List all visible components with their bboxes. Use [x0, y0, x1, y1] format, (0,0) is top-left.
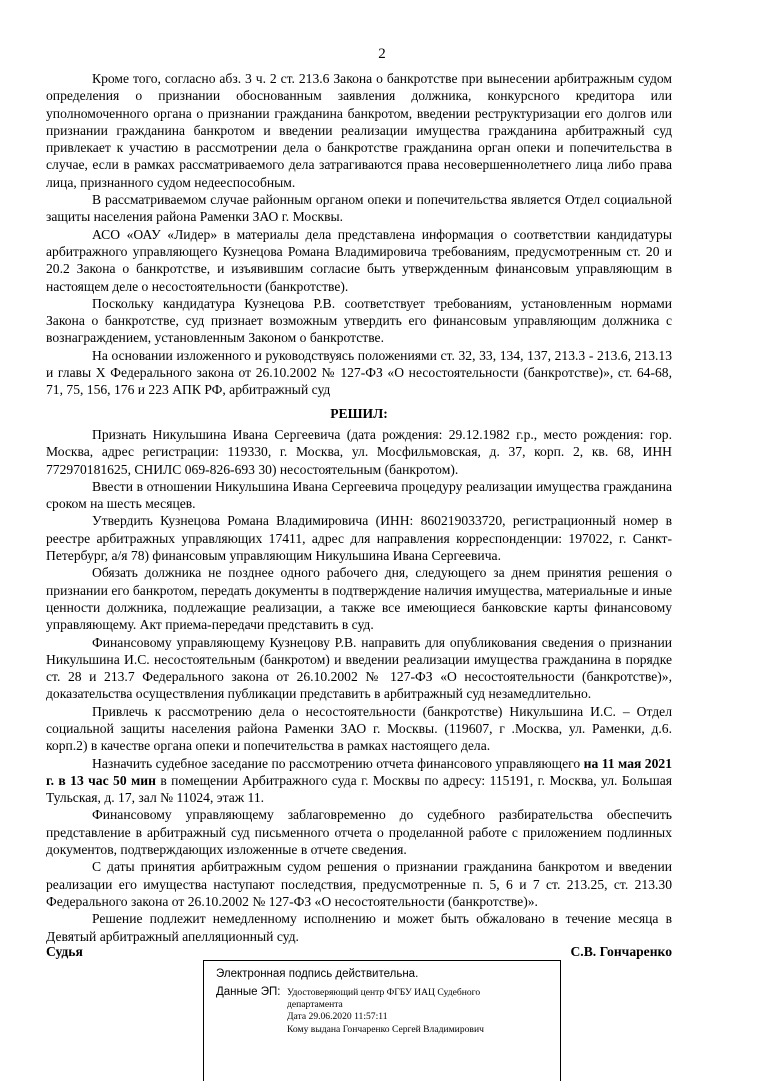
- closing-paragraph: С даты принятия арбитражным судом решения о признании гражданина банкротом и введении реализации его имущества наступают последствия, предусмотренные п. 5, 6 и 7 ст. 213.25, ст. 213.30 Федерального закона от 26.10.2002 № 127-ФЗ «О несостоятельности (банкротстве)».: [46, 859, 672, 909]
- decision-item: Признать Никульшина Ивана Сергеевича (дата рождения: 29.12.1982 г.р., место рождения: гор. Москва, адрес регистрации: 119330, г. Москва, ул. Мосфильмовская, д. 37, корп. 2, кв. 68, ИНН 772970181625, СНИЛС 069-826-693 30) несостоятельным (банкротом).: [46, 426, 672, 477]
- esign-title: Электронная подпись действительна.: [216, 968, 419, 980]
- esign-label: Данные ЭП:: [216, 986, 281, 998]
- esign-details: [287, 987, 537, 1036]
- electronic-signature-box: [203, 960, 561, 1081]
- judge-name: С.В. Гончаренко: [570, 944, 672, 959]
- decision-item: Обязать должника не позднее одного рабочего дня, следующего за днем принятия решения о признании его банкротом, передать документы в подтверждение наличия имущества, материальные и иные ценности должника, подлежащие реализации, а также все имеющиеся банковские карты финансовому управляющему. Акт приема-передачи представить в суд.: [46, 565, 672, 633]
- hearing-paragraph: [46, 755, 672, 807]
- paragraph: АСО «ОАУ «Лидер» в материалы дела представлена информация о соответствии кандидатуры арбитражного управляющего Кузнецова Романа Владимировича требованиям, предусмотренным ст. 20 и 20.2 Закона о банкротстве, и изъявившим согласие быть утвержденным финансовым управляющим в настоящем деле о несостоятельности (банкротстве).: [46, 226, 672, 294]
- hearing-text: Назначить судебное заседание по рассмотрению отчета финансового управляющего: [92, 755, 584, 771]
- hearing-date: на 11 мая 2021 г. в 13 час 50 мин: [46, 755, 672, 788]
- paragraph: В рассматриваемом случае районным органом опеки и попечительства является Отдел социальной защиты населения района Раменки ЗАО г. Москвы.: [46, 192, 672, 225]
- paragraph: Поскольку кандидатура Кузнецова Р.В. соответствует требованиям, установленным нормами Закона о банкротстве, суд признает возможным утвердить его финансовым управляющим должника с вознаграждением, установленным Законом о банкротстве.: [46, 295, 672, 346]
- esign-line: Удостоверяющий центр ФГБУ ИАЦ Судебного: [287, 987, 481, 998]
- page-number: 2: [378, 46, 386, 62]
- esign-line: Кому выдана Гончаренко Сергей Владимирович: [287, 1023, 484, 1035]
- decision-item: Ввести в отношении Никульшина Ивана Сергеевича процедуру реализации имущества гражданина сроком на шесть месяцев.: [46, 478, 672, 512]
- paragraph: На основании изложенного и руководствуясь положениями ст. 32, 33, 134, 137, 213.3 - 213.6, 213.13 и главы X Федерального закона от 26.10.2002 № 127-ФЗ «О несостоятельности (банкротстве)», ст. 64-68, 71, 75, 156, 176 и 223 АПК РФ, арбитражный суд: [46, 347, 672, 398]
- decision-item: Финансовому управляющему Кузнецову Р.В. направить для опубликования сведения о признании Никульшина И.С. несостоятельным (банкротом) и введении реализации имущества гражданина в порядке ст. 28 и 213.7 Федерального закона от 26.10.2002 № 127-ФЗ «О несостоятельности (банкротстве)», доказательства осуществления публикации представить в арбитражный суд незамедлительно.: [46, 634, 672, 702]
- hearing-text: в помещении Арбитражного суда г. Москвы по адресу: 115191, г. Москва, ул. Большая Тульская, д. 17, зал № 11024, этаж 11.: [46, 772, 672, 806]
- decision-item: Привлечь к рассмотрению дела о несостоятельности (банкротстве) Никульшина И.С. – Отдел социальной защиты населения района Раменки ЗАО г. Москвы. (119607, г .Москва, ул. Раменки, д.6. корп.2) в качестве органа опеки и попечительства в рамках настоящего дела.: [46, 703, 672, 754]
- closing-paragraph: Решение подлежит немедленному исполнению и может быть обжаловано в течение месяца в Девятый арбитражный апелляционный суд.: [46, 911, 672, 944]
- esign-line: Дата 29.06.2020 11:57:11: [287, 1011, 388, 1023]
- judge-title: Судья: [46, 944, 83, 959]
- esign-line: департамента: [287, 999, 343, 1011]
- document-body: [46, 70, 672, 945]
- decision-item: Утвердить Кузнецова Романа Владимировича (ИНН: 860219033720, регистрационный номер в реестре арбитражных управляющих 17411, адрес для направления корреспонденции: 197022, г. Санкт-Петербург, а/я 78) финансовым управляющим Никульшина Ивана Сергеевича.: [46, 513, 672, 564]
- paragraph: Кроме того, согласно абз. 3 ч. 2 ст. 213.6 Закона о банкротстве при вынесении арбитражным судом определения о признании обоснованным заявления должника, конкурсного кредитора или уполномоченного органа о признании гражданина банкротом, введении реструктуризации его долгов или признании гражданина банкротом и введении реализации имущества гражданина арбитражный суд привлекает к участию в рассмотрении дела о банкротстве гражданина орган опеки и попечительства в случае, если в рамках рассматриваемого дела затрагиваются права несовершеннолетнего лица либо права лица, признанного судом недееспособным.: [46, 71, 672, 190]
- closing-paragraph: Финансовому управляющему заблаговременно до судебного разбирательства обеспечить представление в арбитражный суд письменного отчета о проделанной работе с приложением подлинных документов, подтверждающих изложенные в отчете сведения.: [46, 807, 672, 858]
- decision-heading: РЕШИЛ:: [330, 405, 388, 421]
